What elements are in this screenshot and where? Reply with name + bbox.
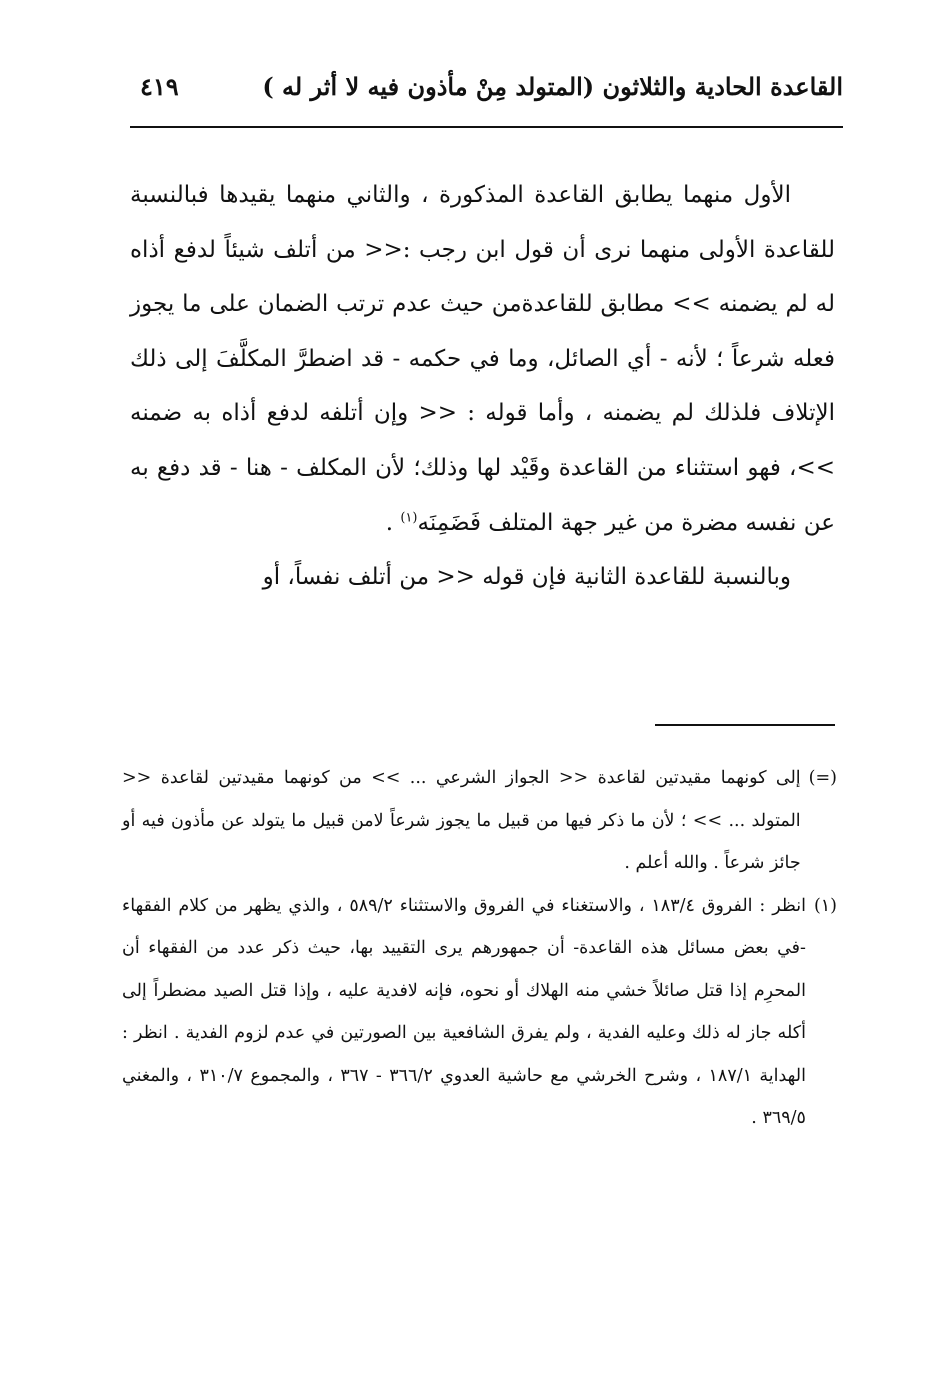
running-title: القاعدة الحادية والثلاثون (المتولد مِنْ مأذون فيه لا أثر له ) (262, 72, 843, 101)
footnote (122, 757, 837, 885)
page-header (130, 66, 843, 116)
footnote-reference: (١) (400, 509, 418, 525)
paragraph-text: وبالنسبة للقاعدة الثانية فإن قوله << من أتلف نفساً، أو (262, 564, 791, 591)
footnote-text: انظر : الفروق ١٨٣/٤ ، والاستغناء في الفروق والاستثناء ٥٨٩/٢ ، والذي يظهر من كلام الفقهاء -في بعض مسائل هذه القاعدة- أن جمهورهم يرى التقييد بها، حيث ذكر عدد من الفقهاء أن المحرِم إذا قتل صائلاً خشي منه الهلاك أو نحوه، فإنه لافدية عليه ، وإذا قتل الصيد مضطراً إلى أكله جاز له ذلك وعليه الفدية ، ولم يفرق الشافعية بين الصورتين في عدم لزوم الفدية . انظر : الهداية ١٨٧/١ ، وشرح الخرشي مع حاشية العدوي ٣٦٦/٢ - ٣٦٧ ، والمجموع ٣١٠/٧ ، والمغني ٣٦٩/٥ . (122, 895, 806, 1128)
main-text (130, 168, 835, 605)
footnotes (122, 757, 837, 1140)
header-divider (130, 126, 843, 128)
footnote (122, 885, 837, 1140)
paragraph (130, 550, 835, 605)
paragraph (130, 168, 835, 550)
page-number: ٤١٩ (140, 72, 179, 101)
paragraph-text: الأول منهما يطابق القاعدة المذكورة ، والثاني منهما يقيدها فبالنسبة للقاعدة الأولى منهما نرى أن قول ابن رجب :<< من أتلف شيئاً لدفع أذاه له لم يضمنه >> مطابق للقاعدةمن حيث عدم ترتب الضمان على ما يجوز فعله شرعاً ؛ لأنه - أي الصائل، وما في حكمه - قد اضطرَّ المكلَّفَ إلى ذلك الإتلاف فلذلك لم يضمنه ، وأما قوله : << وإن أتلفه لدفع أذاه به ضمنه >>، فهو استثناء من القاعدة وقَيْد لها وذلك؛ لأن المكلف - هنا - قد دفع به عن نفسه مضرة من غير جهة المتلف فَضَمِنَه (130, 182, 835, 536)
footnote-text: إلى كونهما مقيدتين لقاعدة << الجواز الشرعي ... >> من كونهما مقيدتين لقاعدة << المتولد ... >> ؛ لأن ما ذكر فيها من قبيل ما يجوز شرعاً لامن قبيل ما يتولد عن مأذون فيه أو جائز شرعاً . والله أعلم . (122, 768, 801, 873)
footnote-marker: (١) (813, 895, 837, 916)
paragraph-end: . (385, 509, 401, 536)
footnote-divider (655, 724, 835, 726)
footnote-marker: (=) (808, 768, 837, 788)
